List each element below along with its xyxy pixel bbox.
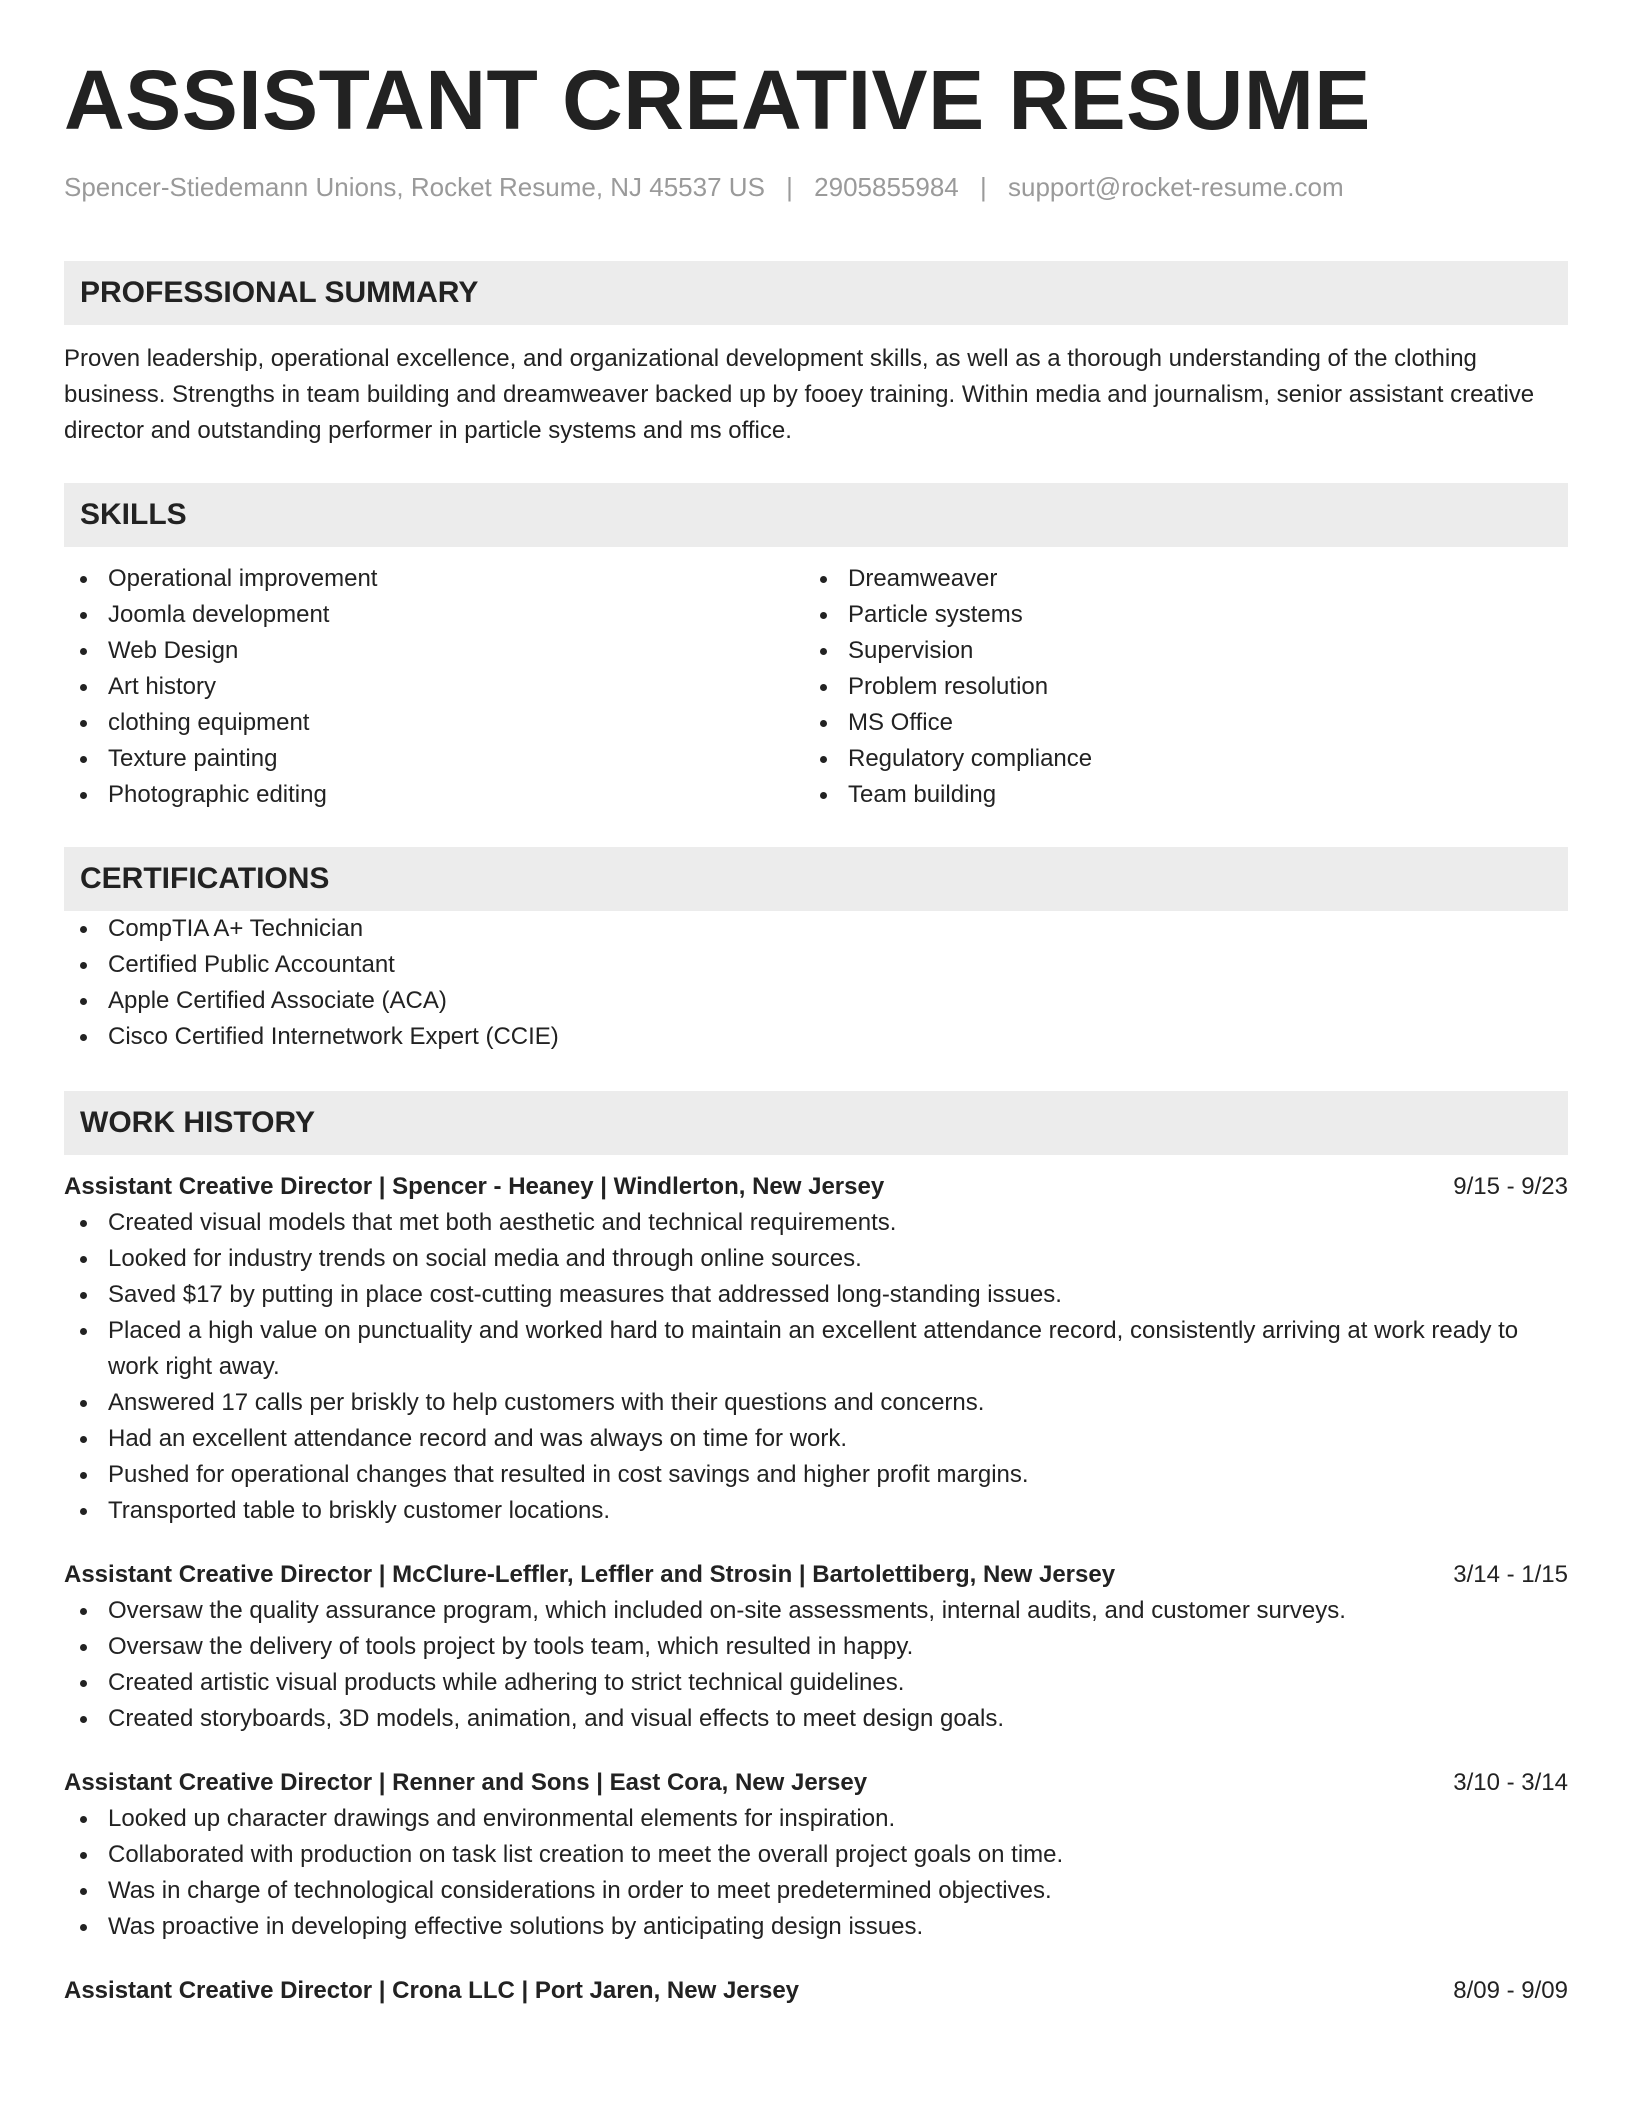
job-duty-item: Created artistic visual products while adhering to strict technical guidelines. xyxy=(64,1665,1568,1701)
job-dates: 8/09 - 9/09 xyxy=(1453,1977,1568,2005)
resume-title: ASSISTANT CREATIVE RESUME xyxy=(64,53,1371,147)
job-duty-item: Saved $17 by putting in place cost-cutting measures that addressed long-standing issues. xyxy=(64,1277,1568,1313)
job-dates: 3/14 - 1/15 xyxy=(1453,1561,1568,1589)
job-entry xyxy=(64,1973,1568,2009)
skill-item: Art history xyxy=(64,669,804,705)
summary-text: Proven leadership, operational excellence, and organizational development skills, as well as a thorough understanding of the clothing business. Strengths in team building and dreamweaver backed up by fooey training. Within media and journalism, senior assistant creative director and outstanding performer in particle systems and ms office. xyxy=(64,345,1535,445)
job-duty-item: Pushed for operational changes that resulted in cost savings and higher profit margins. xyxy=(64,1457,1568,1493)
skill-item: clothing equipment xyxy=(64,705,804,741)
job-header xyxy=(64,1973,1568,2009)
summary-heading: PROFESSIONAL SUMMARY xyxy=(64,261,1568,325)
certification-item: CompTIA A+ Technician xyxy=(64,911,1568,947)
job-entry xyxy=(64,1557,1568,1737)
job-entry xyxy=(64,1765,1568,1945)
certification-item: Apple Certified Associate (ACA) xyxy=(64,983,1568,1019)
skill-item: Problem resolution xyxy=(804,669,1544,705)
skill-item: Photographic editing xyxy=(64,777,804,813)
skill-item: Texture painting xyxy=(64,741,804,777)
certification-item: Certified Public Accountant xyxy=(64,947,1568,983)
contact-line xyxy=(64,172,1568,203)
job-title: Assistant Creative Director | Renner and Sons | East Cora, New Jersey xyxy=(64,1769,868,1797)
job-header xyxy=(64,1169,1568,1205)
skill-item: Web Design xyxy=(64,633,804,669)
skill-item: Particle systems xyxy=(804,597,1544,633)
job-duty-item: Collaborated with production on task list creation to meet the overall project goals on time. xyxy=(64,1837,1568,1873)
job-duty-item: Transported table to briskly customer locations. xyxy=(64,1493,1568,1529)
contact-email: support@rocket-resume.com xyxy=(1008,172,1344,202)
job-duty-item: Was proactive in developing effective solutions by anticipating design issues. xyxy=(64,1909,1568,1945)
contact-phone: 2905855984 xyxy=(814,172,959,202)
job-duty-item: Oversaw the quality assurance program, which included on-site assessments, internal audits, and customer surveys. xyxy=(64,1593,1568,1629)
job-duties-list xyxy=(64,1593,1568,1737)
contact-separator: | xyxy=(786,172,793,202)
work-history-list xyxy=(64,1169,1568,2009)
job-duty-item: Oversaw the delivery of tools project by tools team, which resulted in happy. xyxy=(64,1629,1568,1665)
work-history-heading: WORK HISTORY xyxy=(64,1091,1568,1155)
job-duty-item: Answered 17 calls per briskly to help customers with their questions and concerns. xyxy=(64,1385,1568,1421)
skill-item: Team building xyxy=(804,777,1544,813)
contact-address: Spencer-Stiedemann Unions, Rocket Resume, NJ 45537 US xyxy=(64,172,765,202)
skill-item: Operational improvement xyxy=(64,561,804,597)
certifications-list xyxy=(64,911,1568,1055)
job-duty-item: Looked up character drawings and environmental elements for inspiration. xyxy=(64,1801,1568,1837)
job-entry xyxy=(64,1169,1568,1529)
skill-item: Joomla development xyxy=(64,597,804,633)
job-duty-item: Had an excellent attendance record and was always on time for work. xyxy=(64,1421,1568,1457)
skills-columns xyxy=(64,561,1568,813)
certification-item: Cisco Certified Internetwork Expert (CCIE) xyxy=(64,1019,1568,1055)
job-duties-list xyxy=(64,1205,1568,1529)
job-title: Assistant Creative Director | McClure-Leffler, Leffler and Strosin | Bartolettiberg, New Jersey xyxy=(64,1561,1116,1589)
job-title: Assistant Creative Director | Spencer - Heaney | Windlerton, New Jersey xyxy=(64,1173,885,1201)
job-duties-list xyxy=(64,1801,1568,1945)
certifications-heading: CERTIFICATIONS xyxy=(64,847,1568,911)
job-title: Assistant Creative Director | Crona LLC | Port Jaren, New Jersey xyxy=(64,1977,800,2005)
job-dates: 3/10 - 3/14 xyxy=(1453,1769,1568,1797)
job-duty-item: Looked for industry trends on social media and through online sources. xyxy=(64,1241,1568,1277)
skills-list-left xyxy=(64,561,804,813)
job-duty-item: Created visual models that met both aesthetic and technical requirements. xyxy=(64,1205,1568,1241)
skill-item: Regulatory compliance xyxy=(804,741,1544,777)
skills-heading: SKILLS xyxy=(64,483,1568,547)
skill-item: Dreamweaver xyxy=(804,561,1544,597)
skills-list-right xyxy=(804,561,1544,813)
contact-separator: | xyxy=(980,172,987,202)
skill-item: MS Office xyxy=(804,705,1544,741)
job-header xyxy=(64,1557,1568,1593)
job-dates: 9/15 - 9/23 xyxy=(1453,1173,1568,1201)
job-duty-item: Placed a high value on punctuality and worked hard to maintain an excellent attendance record, consistently arriving at work ready to work right away. xyxy=(64,1313,1568,1385)
skill-item: Supervision xyxy=(804,633,1544,669)
job-duty-item: Was in charge of technological considerations in order to meet predetermined objectives. xyxy=(64,1873,1568,1909)
job-header xyxy=(64,1765,1568,1801)
job-duty-item: Created storyboards, 3D models, animation, and visual effects to meet design goals. xyxy=(64,1701,1568,1737)
